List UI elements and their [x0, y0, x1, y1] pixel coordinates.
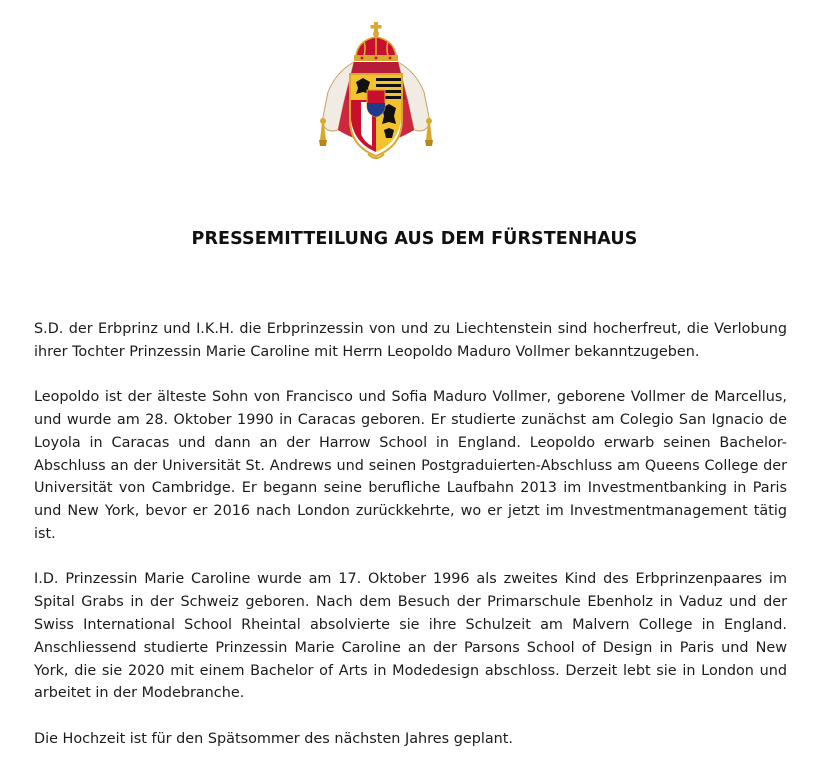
paragraph-wedding-date: Die Hochzeit ist für den Spätsommer des nächsten Jahres geplant.	[34, 730, 513, 747]
paragraph-groom-biography: Leopoldo ist der älteste Sohn von Francisco und Sofia Maduro Vollmer, geborene Vollmer de Marcellus, und wurde am 28. Oktober 1990 in Caracas geboren. Er studierte zunächst am Colegio San Ignacio de Loyola in Caracas und dann an der Harrow School in England. Leopoldo erwarb seinen Bachelor-Abschluss an der Universität St. Andrews und seinen Postgraduierten-Abschluss am Queens College der Universität von Cambridge. Er begann seine berufliche Laufbahn 2013 im Investmentbanking in Paris und New York, bevor er 2016 nach London zurückkehrte, wo er jetzt im Investmentmanagement tätig ist.	[34, 389, 787, 542]
page-title: PRESSEMITTEILUNG AUS DEM FÜRSTENHAUS	[191, 229, 638, 249]
paragraph-announcement: S.D. der Erbprinz und I.K.H. die Erbprinzessin von und zu Liechtenstein sind hocherfreut, die Verlobung ihrer Tochter Prinzessin Marie Caroline mit Herrn Leopoldo Maduro Vollmer bekanntzugeben.	[34, 321, 787, 360]
paragraph-bride-biography: I.D. Prinzessin Marie Caroline wurde am 17. Oktober 1996 als zweites Kind des Erbprinzenpaares im Spital Grabs in der Schweiz geboren. Nach dem Besuch der Primarschule Ebenholz in Vaduz und der Swiss International School Rheintal absolvierte sie ihre Schulzeit am Malvern College in England. Anschliessend studierte Prinzessin Marie Caroline an der Parsons School of Design in Paris und New York, die sie 2020 mit einem Bachelor of Arts in Modedesign abschloss. Derzeit lebt sie in London und arbeitet in der Modebranche.	[34, 571, 787, 702]
princely-coat-of-arms-icon	[316, 22, 436, 164]
press-release-body	[34, 318, 787, 751]
